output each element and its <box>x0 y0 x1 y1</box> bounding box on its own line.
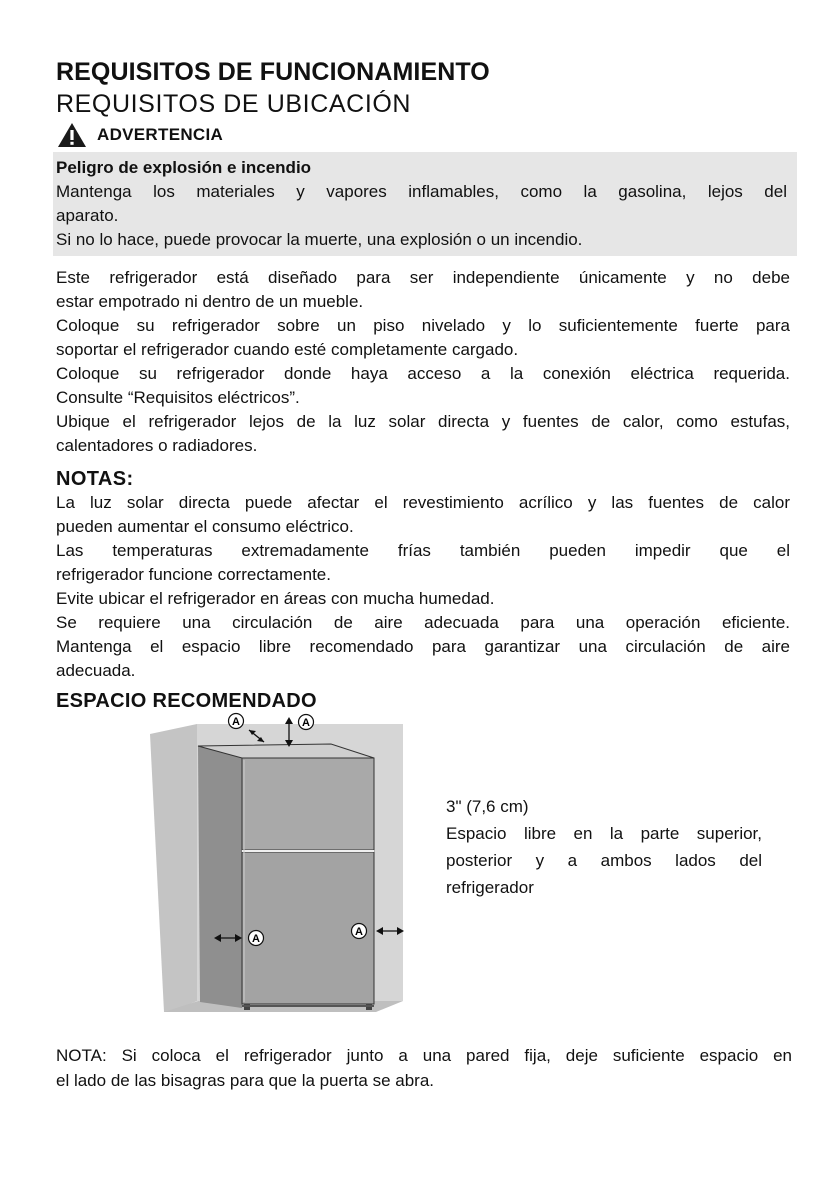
marker-top-right <box>299 715 314 730</box>
warning-triangle-icon <box>57 122 87 148</box>
note-line: adecuada. <box>56 661 136 680</box>
note-line: Las temperaturas extremadamente frías también pueden impedir que el <box>56 541 790 560</box>
clearance-description <box>446 793 762 901</box>
warning-heading: Peligro de explosión e incendio <box>56 158 312 177</box>
note-line: refrigerador funcione correctamente. <box>56 565 331 584</box>
intro-line: calentadores o radiadores. <box>56 436 258 455</box>
freezer-door <box>242 758 374 850</box>
warning-header <box>56 118 790 152</box>
clearance-line: posterior y a ambos lados del <box>446 851 762 870</box>
note-line: pueden aumentar el consumo eléctrico. <box>56 517 354 536</box>
intro-line: Este refrigerador está diseñado para ser independiente únicamente y no debe <box>56 268 790 287</box>
warning-label: ADVERTENCIA <box>97 125 224 144</box>
fridge-side <box>198 746 242 1008</box>
intro-line: soportar el refrigerador cuando esté completamente cargado. <box>56 340 519 359</box>
note-line: Evite ubicar el refrigerador en áreas con mucha humedad. <box>56 589 495 608</box>
intro-paragraphs <box>56 266 790 458</box>
note-line: La luz solar directa puede afectar el revestimiento acrílico y las fuentes de calor <box>56 493 790 512</box>
wall-left <box>150 724 197 1012</box>
warning-line: aparato. <box>56 206 119 225</box>
notes-title: NOTAS: <box>56 468 134 490</box>
bottom-note-line: NOTA: Si coloca el refrigerador junto a una pared fija, deje suficiente espacio en <box>56 1046 792 1065</box>
clearance-line: Espacio libre en la parte superior, <box>446 824 762 843</box>
svg-text:A: A <box>302 717 310 729</box>
svg-text:A: A <box>232 716 240 728</box>
intro-line: estar empotrado ni dentro de un mueble. <box>56 292 364 311</box>
warning-line: Si no lo hace, puede provocar la muerte, una explosión o un incendio. <box>56 230 583 249</box>
clearance-line: 3" (7,6 cm) <box>446 797 529 816</box>
intro-line: Ubique el refrigerador lejos de la luz solar directa y fuentes de calor, como estufas, <box>56 412 790 431</box>
note-line: Se requiere una circulación de aire adecuada para una operación eficiente. <box>56 613 790 632</box>
bottom-note-line: el lado de las bisagras para que la puerta se abra. <box>56 1071 435 1090</box>
document-page <box>56 54 790 713</box>
refrigerator-clearance-diagram <box>150 712 420 1032</box>
intro-line: Consulte “Requisitos eléctricos”. <box>56 388 300 407</box>
svg-text:A: A <box>252 933 260 945</box>
intro-line: Coloque su refrigerador sobre un piso nivelado y lo suficientemente fuerte para <box>56 316 790 335</box>
warning-line: Mantenga los materiales y vapores inflamables, como la gasolina, lejos del <box>56 182 787 201</box>
marker-left <box>249 931 264 946</box>
marker-top-left <box>229 714 244 729</box>
note-line: Mantenga el espacio libre recomendado para garantizar una circulación de aire <box>56 637 790 656</box>
space-title: ESPACIO RECOMENDADO <box>56 690 317 712</box>
intro-line: Coloque su refrigerador donde haya acceso a la conexión eléctrica requerida. <box>56 364 790 383</box>
bottom-note <box>56 1043 792 1093</box>
marker-right <box>352 924 367 939</box>
svg-text:A: A <box>355 926 363 938</box>
notes-paragraphs <box>56 491 790 683</box>
warning-box <box>53 152 797 256</box>
section-subtitle: REQUISITOS DE UBICACIÓN <box>56 90 412 118</box>
page-title: REQUISITOS DE FUNCIONAMIENTO <box>56 58 490 86</box>
clearance-line: refrigerador <box>446 878 534 897</box>
